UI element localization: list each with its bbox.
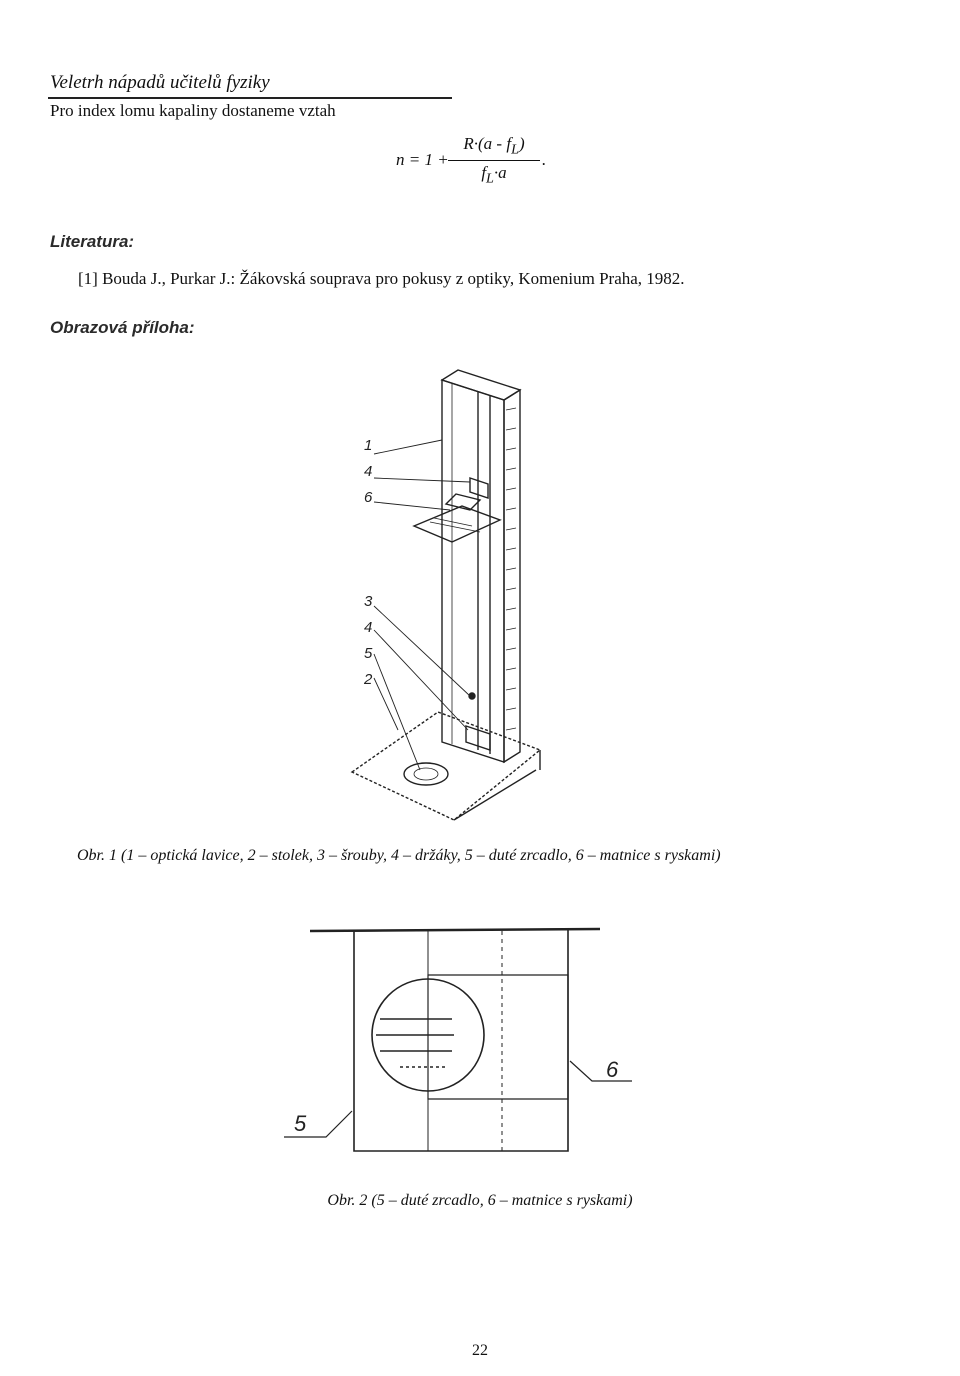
running-title: Veletrh nápadů učitelů fyziky [50, 72, 270, 93]
page-number: 22 [472, 1342, 488, 1359]
concave-mirror [404, 763, 448, 785]
figure-1-label: 2 [364, 671, 373, 688]
screen-rulings [376, 1019, 454, 1067]
figure-1-label: 4 [364, 463, 373, 480]
rail-scale [506, 408, 516, 730]
formula-numerator: $R\cdot(a - f_L)$ [448, 134, 540, 161]
reference-1: [1] Bouda J., Purkar J.: Žákovská souprava pro pokusy z optiky, Komenium Praha, 1982. [78, 269, 685, 288]
figure-1-label: 5 [364, 645, 373, 662]
formula-end-punct: . [542, 150, 547, 169]
formula-fraction [448, 134, 540, 188]
rail-side [504, 390, 520, 762]
image-appendix-heading: Obrazová příloha: [50, 318, 195, 337]
figure-2-label: 6 [606, 1057, 619, 1082]
holder-frame [354, 929, 568, 1151]
leader-6 [570, 1061, 632, 1081]
rail-top [442, 370, 520, 400]
figure-1-label: 6 [364, 489, 373, 506]
rail-front [442, 380, 504, 762]
matte-screen-frame [428, 975, 568, 1099]
figure-1-leaders [374, 440, 470, 770]
base-plate [352, 712, 540, 820]
formula-lhs: n = 1 + [396, 150, 449, 169]
figure-1-label: 3 [364, 593, 373, 610]
figure-1-label: 4 [364, 619, 373, 636]
figure-2-caption: Obr. 2 (5 – duté zrcadlo, 6 – matnice s ryskami) [327, 1192, 633, 1209]
figure-1-optical-bench [330, 350, 570, 830]
header-rule [48, 97, 452, 99]
figure-1-label: 1 [364, 437, 373, 454]
intro-text: Pro index lomu kapaliny dostaneme vztah [50, 101, 336, 120]
figure-1-caption: Obr. 1 (1 – optická lavice, 2 – stolek, 3 – šrouby, 4 – držáky, 5 – duté zrcadlo, 6 – matnice s ryskami) [77, 847, 721, 864]
figure-2-mirror-screen [240, 915, 640, 1175]
upper-holder [470, 478, 488, 498]
literature-heading: Literatura: [50, 232, 135, 251]
formula-denominator: $f_L\cdot a$ [481, 163, 507, 187]
matte-screen [414, 506, 500, 542]
figure-2-label: 5 [294, 1111, 307, 1136]
